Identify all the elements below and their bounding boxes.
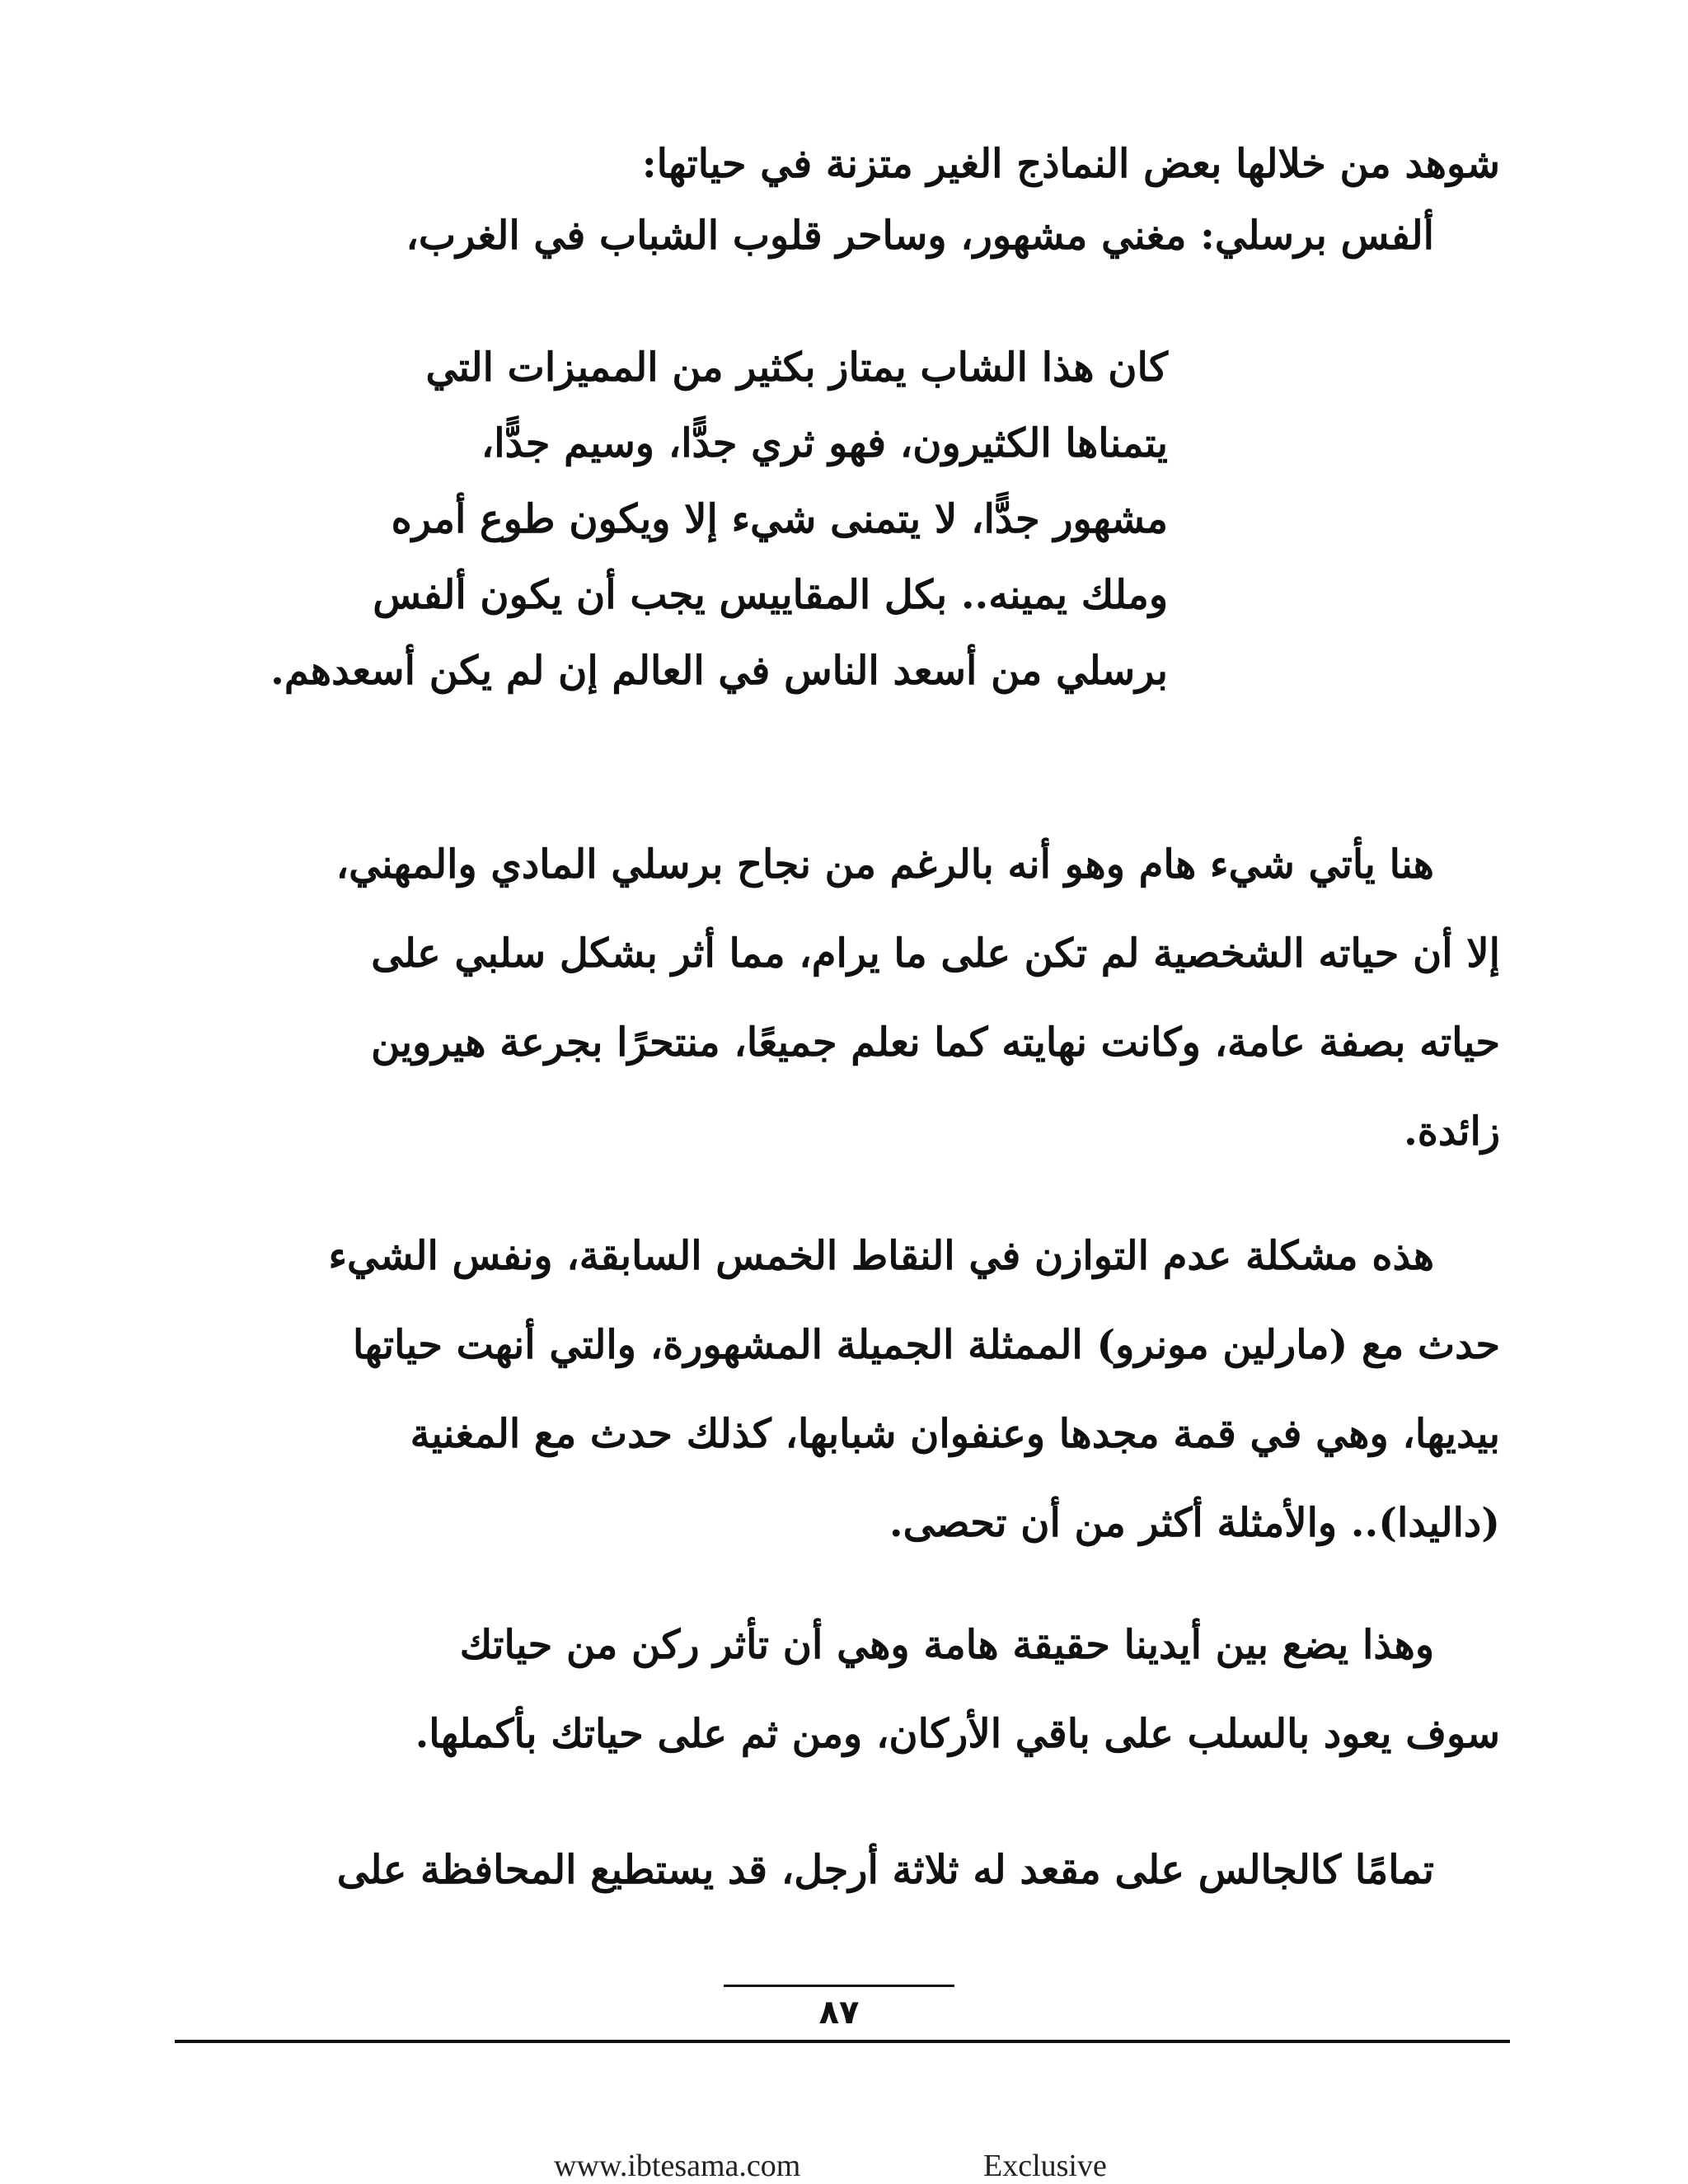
footer-tag: Exclusive <box>983 2149 1107 2183</box>
quote-line: وملك يمينه.. بكل المقاييس يجب أن يكون ألفس <box>373 572 1168 618</box>
text-line: هذه مشكلة عدم التوازن في النقاط الخمس السابقة، ونفس الشيء <box>328 1233 1434 1279</box>
text-line: هنا يأتي شيء هام وهو أنه بالرغم من نجاح برسلي المادي والمهني، <box>335 841 1434 888</box>
quote-line: يتمناها الكثيرون، فهو ثري جدًّا، وسيم جدًّا، <box>481 420 1168 466</box>
text-line: (داليدا).. والأمثلة أكثر من أن تحصى. <box>889 1500 1500 1546</box>
page-number: ٨٧ <box>818 1994 860 2032</box>
elvis-heading-paragraph <box>183 191 1500 280</box>
paragraph-presley-ending <box>183 820 1500 1176</box>
quote-line: مشهور جدًّا، لا يتمنى شيء إلا ويكون طوع أمره <box>391 496 1168 542</box>
page-number-rule <box>724 1985 954 1987</box>
footer-rule <box>175 2040 1510 2043</box>
text-line <box>183 191 1500 280</box>
elvis-lead-term: ألفس برسلي: <box>1200 213 1434 259</box>
text-line: إلا أن حياته الشخصية لم تكن على ما يرام، مما أثر بشكل سلبي على <box>371 930 1500 977</box>
quote-line: كان هذا الشاب يمتاز بكثير من المميزات التي <box>425 344 1168 391</box>
text-line: وهذا يضع بين أيدينا حقيقة هامة وهي أن تأثر ركن من حياتك <box>459 1622 1434 1668</box>
text-line: شوهد من خلالها بعض النماذج الغير متزنة في حياتها: <box>641 141 1500 187</box>
text-line: بيديها، وهي في قمة مجدها وعنفوان شبابها، كذلك حدث مع المغنية <box>410 1411 1500 1457</box>
text-line: حدث مع (مارلين مونرو) الممثلة الجميلة المشهورة، والتي أنهت حياتها <box>353 1322 1500 1368</box>
paragraph-imbalance-examples <box>183 1212 1500 1568</box>
elvis-lead-description: مغني مشهور، وساحر قلوب الشباب في الغرب، <box>406 213 1201 259</box>
text-line: حياته بصفة عامة، وكانت نهايته كما نعلم جميعًا، منتحرًا بجرعة هيروين <box>371 1019 1500 1066</box>
text-line: تمامًا كالجالس على مقعد له ثلاثة أرجل، قد يستطيع المحافظة على <box>336 1847 1434 1893</box>
text-line: سوف يعود بالسلب على باقي الأركان، ومن ثم على حياتك بأكملها. <box>415 1711 1500 1757</box>
paragraph-important-fact <box>183 1601 1500 1779</box>
footer-site-url: www.ibtesama.com <box>554 2149 801 2183</box>
page-footer <box>0 2148 1688 2184</box>
text-line: زائدة. <box>1404 1108 1500 1155</box>
quote-line: برسلي من أسعد الناس في العالم إن لم يكن أسعدهم. <box>270 648 1168 694</box>
paragraph-chair-analogy <box>183 1825 1500 1915</box>
quote-block <box>183 330 1168 709</box>
